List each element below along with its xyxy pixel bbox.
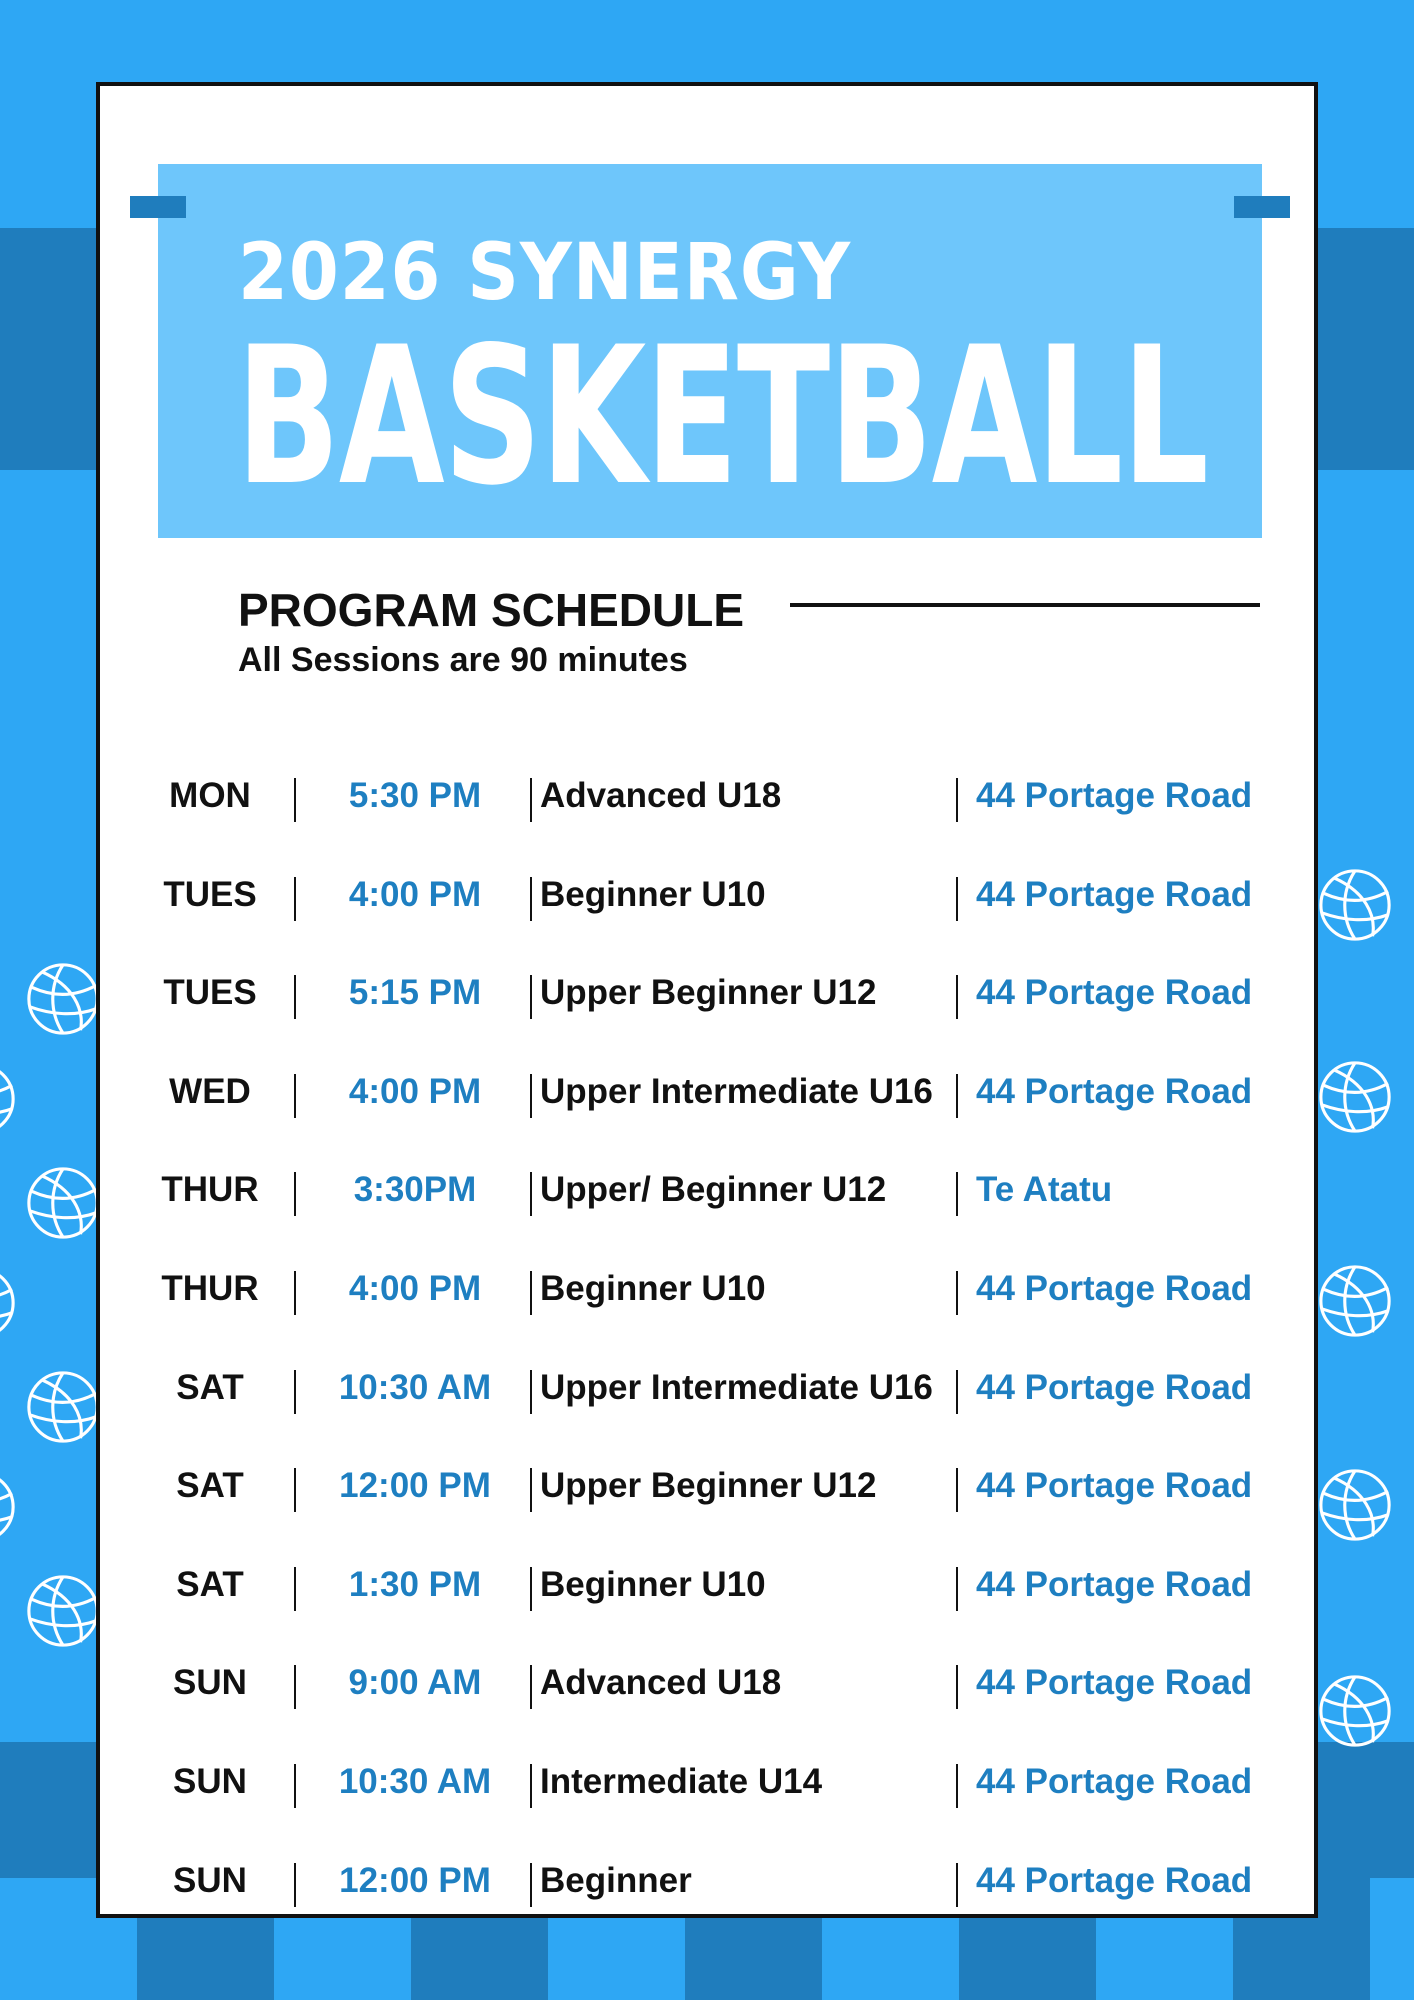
column-divider xyxy=(294,1863,296,1907)
column-divider xyxy=(956,877,958,921)
basketball-icon xyxy=(24,1164,102,1242)
column-divider xyxy=(530,1468,532,1512)
time-cell: 9:00 AM xyxy=(348,1663,482,1703)
program-cell: Upper Beginner U12 xyxy=(540,973,877,1013)
column-divider xyxy=(530,1172,532,1216)
table-row xyxy=(100,1456,1322,1516)
column-divider xyxy=(956,975,958,1019)
time-cell: 1:30 PM xyxy=(348,1564,482,1604)
column-divider xyxy=(294,877,296,921)
day-cell: SAT xyxy=(176,1564,244,1604)
day-cell: TUES xyxy=(163,874,257,914)
table-row xyxy=(100,1851,1322,1911)
basketball-icon xyxy=(1316,1058,1394,1136)
column-divider xyxy=(956,1863,958,1907)
basketball-icon xyxy=(0,1060,18,1138)
day-cell: SUN xyxy=(173,1860,247,1900)
table-row xyxy=(100,963,1322,1023)
day-cell: SAT xyxy=(176,1367,244,1407)
location-cell: 44 Portage Road xyxy=(976,1466,1253,1506)
time-cell: 12:00 PM xyxy=(339,1466,491,1506)
column-divider xyxy=(530,877,532,921)
time-cell: 4:00 PM xyxy=(348,874,482,914)
column-divider xyxy=(294,1468,296,1512)
day-cell: TUES xyxy=(163,973,257,1013)
basketball-icon xyxy=(24,1572,102,1650)
time-cell: 10:30 AM xyxy=(338,1367,492,1407)
column-divider xyxy=(530,1764,532,1808)
day-cell: SUN xyxy=(173,1762,247,1801)
program-cell: Beginner xyxy=(540,1860,692,1900)
day-cell: WED xyxy=(169,1071,251,1111)
basketball-icon xyxy=(1316,1466,1394,1544)
program-cell: Upper Intermediate U16 xyxy=(540,1367,933,1407)
location-cell: 44 Portage Road xyxy=(976,874,1253,914)
schedule-table xyxy=(100,86,1322,1922)
location-cell: 44 Portage Road xyxy=(976,1860,1253,1900)
day-cell: THUR xyxy=(161,1170,259,1210)
day-cell: SAT xyxy=(176,1466,244,1506)
column-divider xyxy=(294,1172,296,1216)
column-divider xyxy=(294,778,296,822)
column-divider xyxy=(956,778,958,822)
basketball-icon xyxy=(1316,1672,1394,1750)
table-row xyxy=(100,1752,1322,1812)
location-cell: 44 Portage Road xyxy=(976,973,1253,1013)
table-row xyxy=(100,1653,1322,1713)
basketball-icon xyxy=(24,1368,102,1446)
table-row xyxy=(100,1358,1322,1418)
column-divider xyxy=(956,1271,958,1315)
column-divider xyxy=(294,975,296,1019)
column-divider xyxy=(294,1567,296,1611)
program-cell: Upper/ Beginner U12 xyxy=(540,1170,887,1210)
time-cell: 5:15 PM xyxy=(348,973,482,1013)
basketball-icon xyxy=(0,1264,18,1342)
time-cell: 5:30 PM xyxy=(348,776,482,815)
program-cell: Beginner U10 xyxy=(540,1564,766,1604)
page-title: BASKETBALL xyxy=(236,306,1208,527)
location-cell: 44 Portage Road xyxy=(976,1367,1253,1407)
location-cell: 44 Portage Road xyxy=(976,1269,1253,1308)
title-year: 2026 SYNERGY xyxy=(238,228,852,318)
column-divider xyxy=(530,1665,532,1709)
table-row xyxy=(100,1555,1322,1615)
column-divider xyxy=(530,1863,532,1907)
column-divider xyxy=(530,1074,532,1118)
table-row xyxy=(100,865,1322,925)
table-row xyxy=(100,1259,1322,1319)
basketball-icon xyxy=(0,1468,18,1546)
basketball-icon xyxy=(1316,866,1394,944)
column-divider xyxy=(294,1074,296,1118)
day-cell: SUN xyxy=(173,1663,247,1703)
table-row xyxy=(100,1160,1322,1220)
program-cell: Intermediate U14 xyxy=(540,1762,823,1801)
location-cell: Te Atatu xyxy=(976,1170,1113,1210)
location-cell: 44 Portage Road xyxy=(976,1071,1253,1111)
program-cell: Advanced U18 xyxy=(540,776,782,815)
time-cell: 4:00 PM xyxy=(348,1071,482,1111)
column-divider xyxy=(530,975,532,1019)
time-cell: 10:30 AM xyxy=(338,1762,492,1801)
program-cell: Advanced U18 xyxy=(540,1663,782,1703)
time-cell: 4:00 PM xyxy=(348,1269,482,1308)
column-divider xyxy=(956,1665,958,1709)
schedule-card xyxy=(96,82,1318,1918)
day-cell: THUR xyxy=(161,1269,259,1308)
column-divider xyxy=(294,1764,296,1808)
table-row xyxy=(100,766,1322,826)
column-divider xyxy=(956,1764,958,1808)
location-cell: 44 Portage Road xyxy=(976,1762,1253,1801)
location-cell: 44 Portage Road xyxy=(976,1663,1253,1703)
basketball-icon xyxy=(1316,1262,1394,1340)
column-divider xyxy=(956,1074,958,1118)
location-cell: 44 Portage Road xyxy=(976,1564,1253,1604)
column-divider xyxy=(956,1172,958,1216)
program-cell: Beginner U10 xyxy=(540,1269,766,1308)
day-cell: MON xyxy=(169,776,251,815)
program-cell: Upper Intermediate U16 xyxy=(540,1071,933,1111)
column-divider xyxy=(956,1370,958,1414)
schedule-heading: PROGRAM SCHEDULE xyxy=(238,584,745,636)
schedule-subheading: All Sessions are 90 minutes xyxy=(238,641,688,679)
time-cell: 12:00 PM xyxy=(339,1860,491,1900)
column-divider xyxy=(530,1567,532,1611)
column-divider xyxy=(956,1468,958,1512)
column-divider xyxy=(294,1665,296,1709)
basketball-icon xyxy=(24,960,102,1038)
column-divider xyxy=(294,1271,296,1315)
column-divider xyxy=(530,1271,532,1315)
program-cell: Beginner U10 xyxy=(540,874,766,914)
table-row xyxy=(100,1062,1322,1122)
column-divider xyxy=(530,1370,532,1414)
column-divider xyxy=(294,1370,296,1414)
column-divider xyxy=(530,778,532,822)
time-cell: 3:30PM xyxy=(353,1170,477,1210)
program-cell: Upper Beginner U12 xyxy=(540,1466,877,1506)
location-cell: 44 Portage Road xyxy=(976,776,1253,815)
column-divider xyxy=(956,1567,958,1611)
